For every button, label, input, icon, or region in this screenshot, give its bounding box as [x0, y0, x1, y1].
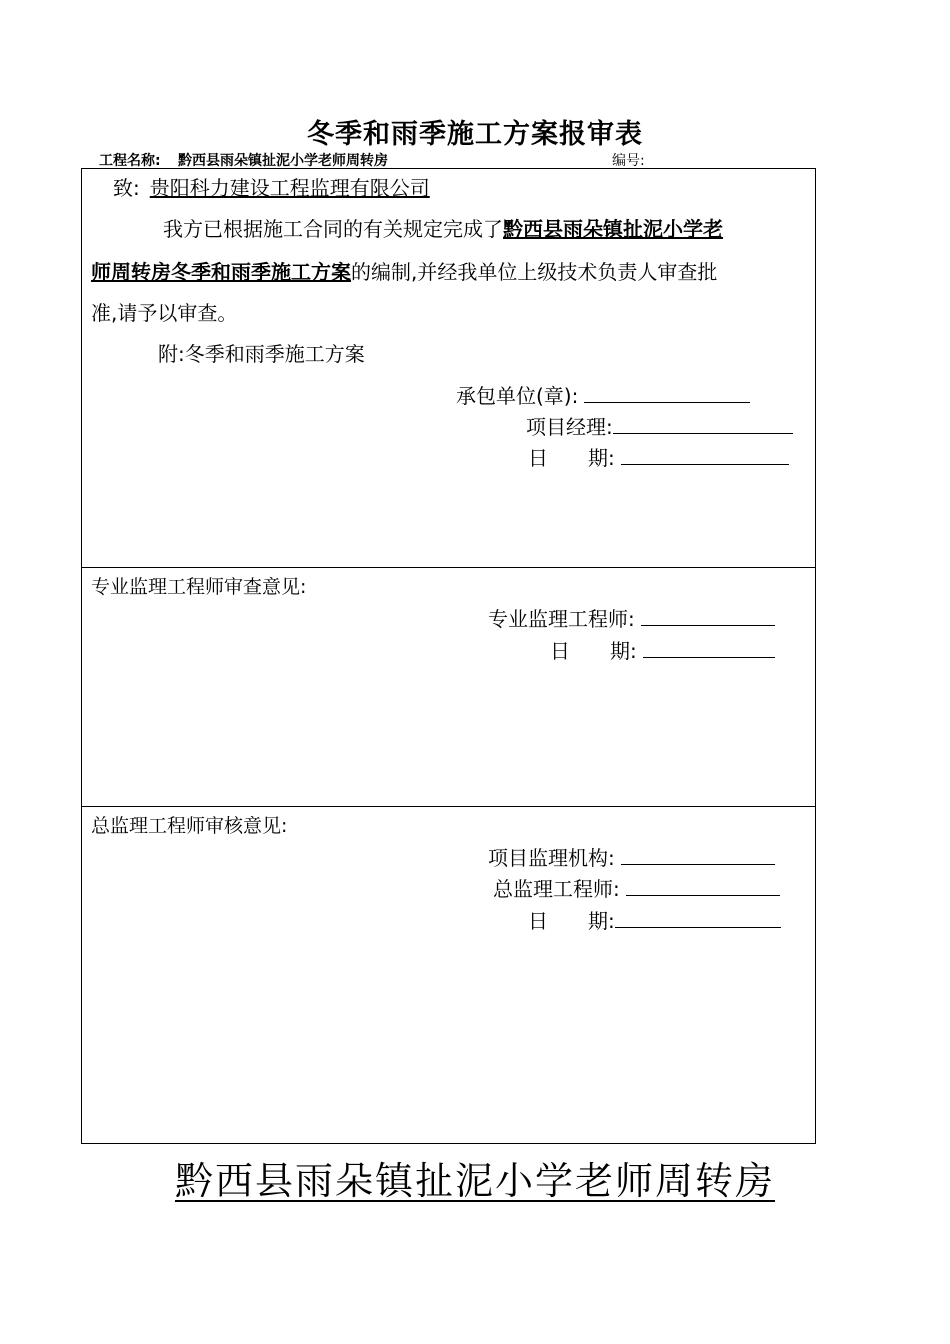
addressee-label: 致:	[113, 176, 140, 200]
sign-engineer-row	[488, 603, 775, 632]
sign-date-row-3	[528, 905, 781, 934]
engineer-review-heading: 专业监理工程师审查意见:	[91, 576, 307, 598]
sign-engineer-blank[interactable]	[641, 607, 775, 626]
sign-org-row	[488, 842, 775, 871]
addressee-row	[113, 172, 430, 201]
attachment-line: 附:冬季和雨季施工方案	[158, 342, 365, 366]
body-suffix: 的编制,并经我单位上级技术负责人审查批	[351, 260, 718, 284]
sign-date-blank-2[interactable]	[643, 639, 775, 658]
section-divider-2	[81, 806, 816, 807]
form-title: 冬季和雨季施工方案报审表	[307, 119, 643, 150]
sign-date-blank-3[interactable]	[615, 909, 781, 928]
project-name: 黔西县雨朵镇扯泥小学老师周转房	[178, 153, 388, 169]
chief-review-heading: 总监理工程师审核意见:	[91, 815, 288, 837]
sign-date-label-1: 日 期:	[528, 446, 615, 470]
sign-chief-label: 总监理工程师:	[493, 877, 620, 901]
number-label: 编号:	[612, 153, 645, 169]
sign-manager-label: 项目经理:	[526, 415, 613, 439]
body-prefix: 我方已根据施工合同的有关规定完成了	[163, 217, 503, 241]
sign-unit-blank[interactable]	[584, 384, 750, 403]
sign-chief-blank[interactable]	[626, 877, 780, 896]
footer-text: 黔西县雨朵镇扯泥小学老师周转房	[174, 1159, 775, 1203]
sign-org-blank[interactable]	[621, 846, 775, 865]
sign-manager-row	[526, 411, 793, 440]
body-line-1	[163, 213, 723, 242]
sign-date-label-2: 日 期:	[550, 639, 637, 663]
sign-unit-row	[456, 380, 750, 409]
addressee-org: 贵阳科力建设工程监理有限公司	[149, 176, 430, 200]
sign-date-blank-1[interactable]	[621, 446, 789, 465]
sign-date-row-1	[528, 442, 789, 471]
body-line-2	[91, 256, 717, 285]
footer-project-name	[0, 1150, 950, 1205]
sign-unit-label: 承包单位(章):	[456, 384, 579, 408]
sign-chief-row	[493, 873, 780, 902]
body-project-bold-1: 黔西县雨朵镇扯泥小学老	[503, 217, 723, 241]
sign-manager-blank[interactable]	[613, 415, 793, 434]
section-divider-1	[81, 567, 816, 568]
body-project-bold-2: 师周转房冬季和雨季施工方案	[91, 260, 351, 284]
sign-date-row-2	[550, 635, 775, 664]
sign-org-label: 项目监理机构:	[488, 846, 615, 870]
body-line-3: 准,请予以审查。	[91, 301, 238, 325]
sign-date-label-3: 日 期:	[528, 909, 615, 933]
project-label: 工程名称:	[99, 153, 161, 169]
sign-engineer-label: 专业监理工程师:	[488, 607, 635, 631]
